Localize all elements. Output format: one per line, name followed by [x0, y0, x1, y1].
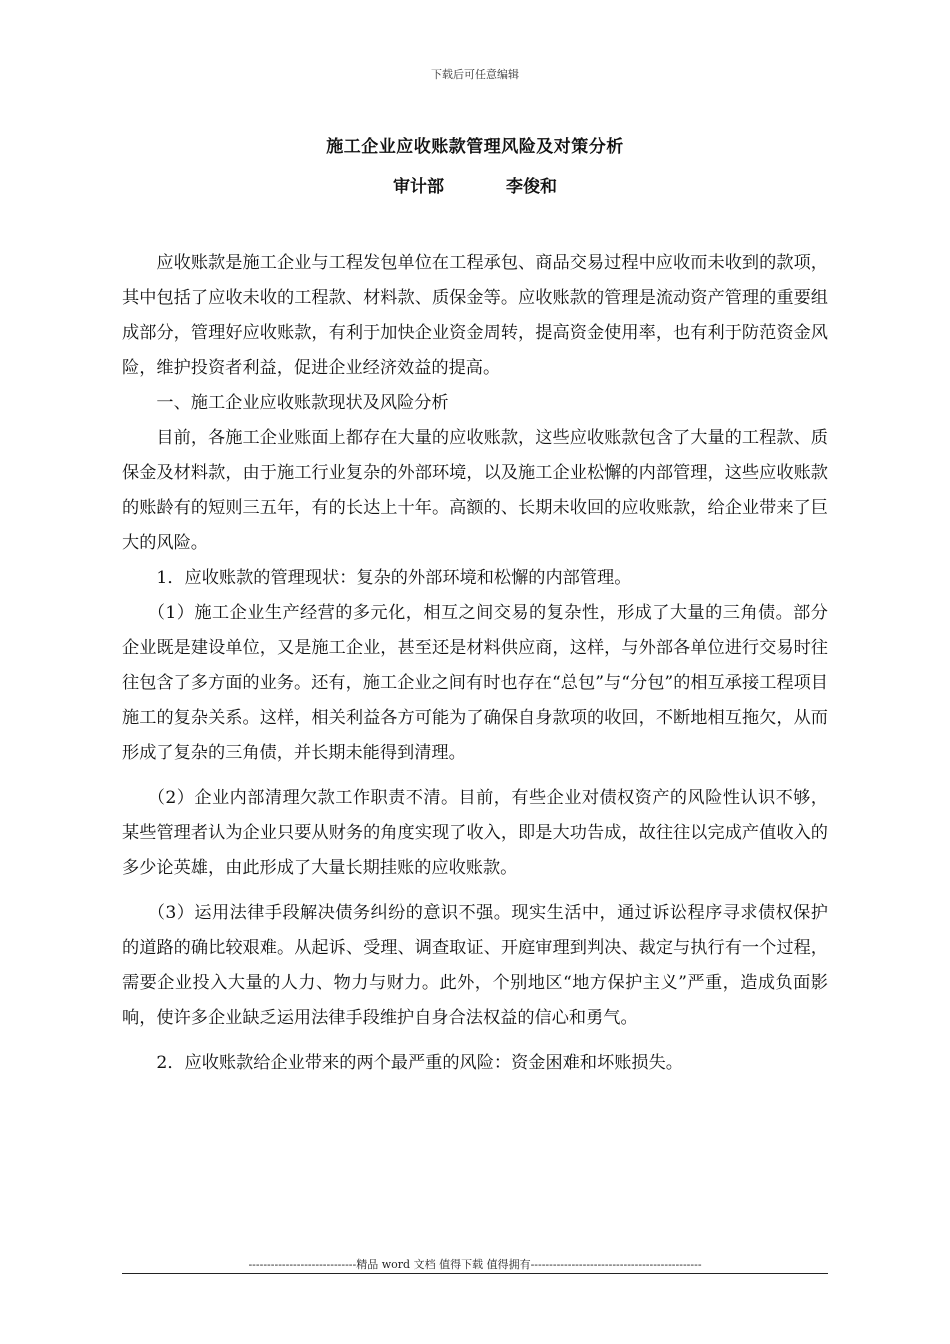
paragraph-item-2: （2）企业内部清理欠款工作职责不清。目前，有些企业对债权资产的风险性认识不够，某些管理者认为企业只要从财务的角度实现了收入，即是大功告成，故往往以完成产值收入的多少论英雄，由此形成了大量长期挂账的应收账款。 [122, 788, 828, 878]
section-heading-1: 一、施工企业应收账款现状及风险分析 [156, 393, 449, 413]
author: 李俊和 [505, 177, 557, 197]
subheading-1: 1．应收账款的管理现状：复杂的外部环境和松懈的内部管理。 [156, 568, 632, 588]
paragraph-current-status: 目前，各施工企业账面上都存在大量的应收账款，这些应收账款包含了大量的工程款、质保金及材料款，由于施工行业复杂的外部环境，以及施工企业松懈的内部管理，这些应收账款的账龄有的短则三五年，有的长达上十年。高额的、长期未收回的应收账款，给企业带来了巨大的风险。 [122, 428, 828, 553]
document-body [122, 246, 828, 1081]
subheading-2: 2．应收账款给企业带来的两个最严重的风险：资金困难和坏账损失。 [156, 1053, 683, 1073]
paragraph-intro: 应收账款是施工企业与工程发包单位在工程承包、商品交易过程中应收而未收到的款项，其中包括了应收未收的工程款、材料款、质保金等。应收账款的管理是流动资产管理的重要组成部分，管理好应收账款，有利于加快企业资金周转，提高资金使用率，也有利于防范资金风险，维护投资者利益，促进企业经济效益的提高。 [122, 253, 828, 378]
byline [0, 172, 950, 197]
download-note: 下载后可任意编辑 [431, 68, 519, 81]
document-title: 施工企业应收账款管理风险及对策分析 [326, 137, 624, 157]
paragraph-item-3: （3）运用法律手段解决债务纠纷的意识不强。现实生活中，通过诉讼程序寻求债权保护的道路的确比较艰难。从起诉、受理、调查取证、开庭审理到判决、裁定与执行有一个过程，需要企业投入大量的人力、物力与财力。此外，个别地区“地方保护主义”严重，造成负面影响，使许多企业缺乏运用法律手段维护自身合法权益的信心和勇气。 [122, 903, 828, 1028]
footer-divider [122, 1273, 828, 1274]
department: 审计部 [393, 177, 445, 197]
paragraph-item-1: （1）施工企业生产经营的多元化，相互之间交易的复杂性，形成了大量的三角债。部分企业既是建设单位，又是施工企业，甚至还是材料供应商，这样，与外部各单位进行交易时往往包含了多方面的业务。还有，施工企业之间有时也存在“总包”与“分包”的相互承接工程项目施工的复杂关系。这样，相关利益各方可能为了确保自身款项的收回，不断地相互拖欠，从而形成了复杂的三角债，并长期未能得到清理。 [122, 603, 828, 763]
footer-text: -----------------------------精品 word 文档 值得下载 值得拥有---------------------------------------------- [248, 1258, 702, 1271]
